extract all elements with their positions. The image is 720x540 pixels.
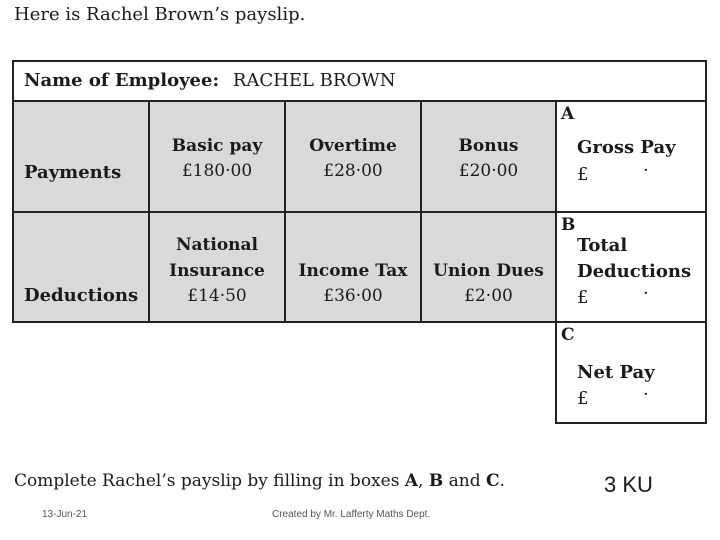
gross-pay-currency: £	[577, 164, 589, 185]
intro-text: Here is Rachel Brown’s payslip.	[14, 4, 306, 25]
employee-name-label: Name of Employee:	[24, 70, 220, 91]
answer-box-c[interactable]	[555, 321, 707, 424]
total-deductions-label-line2: Deductions	[577, 261, 692, 282]
answer-box-a[interactable]	[555, 100, 707, 213]
payments-heading-cell	[12, 100, 150, 213]
gross-pay-label: Gross Pay	[577, 137, 676, 158]
national-insurance-label-line1: National	[175, 235, 259, 255]
net-pay-decimal-point: ·	[643, 384, 649, 405]
answer-box-b[interactable]	[555, 211, 707, 323]
income-tax-cell	[284, 211, 422, 323]
basic-pay-cell	[148, 100, 286, 213]
net-pay-label: Net Pay	[577, 362, 655, 383]
bonus-cell	[420, 100, 557, 213]
deductions-heading-cell	[12, 211, 150, 323]
footer-credit: Created by Mr. Lafferty Maths Dept.	[272, 509, 431, 520]
total-deductions-decimal-point: ·	[643, 283, 649, 304]
income-tax-label: Income Tax	[298, 261, 408, 281]
payments-heading: Payments	[24, 162, 122, 183]
basic-pay-amount: £180·00	[181, 161, 253, 181]
footer-date: 13-Jun-21	[42, 509, 88, 520]
overtime-label: Overtime	[309, 136, 397, 156]
union-dues-cell	[420, 211, 557, 323]
national-insurance-label-line2: Insurance	[169, 261, 265, 281]
total-deductions-label-line1: Total	[577, 235, 628, 256]
box-letter-c: C	[561, 325, 575, 345]
income-tax-amount: £36·00	[323, 286, 383, 306]
basic-pay-label: Basic pay	[171, 136, 263, 156]
marks-label: 3 KU	[604, 472, 653, 497]
national-insurance-amount: £14·50	[187, 286, 247, 306]
overtime-amount: £28·00	[323, 161, 383, 181]
employee-name-value: RACHEL BROWN	[232, 70, 396, 91]
bonus-label: Bonus	[458, 136, 519, 156]
net-pay-currency: £	[577, 388, 589, 409]
box-letter-b: B	[561, 215, 576, 235]
total-deductions-currency: £	[577, 287, 589, 308]
box-letter-a: A	[561, 104, 575, 124]
national-insurance-cell	[148, 211, 286, 323]
instruction-text: Complete Rachel’s payslip by filling in boxes A, B and C.	[14, 471, 505, 491]
gross-pay-decimal-point: ·	[643, 160, 649, 181]
union-dues-label: Union Dues	[433, 261, 544, 281]
overtime-cell	[284, 100, 422, 213]
union-dues-amount: £2·00	[464, 286, 513, 306]
deductions-heading: Deductions	[24, 285, 139, 306]
employee-name-row	[12, 60, 707, 102]
bonus-amount: £20·00	[458, 161, 519, 181]
